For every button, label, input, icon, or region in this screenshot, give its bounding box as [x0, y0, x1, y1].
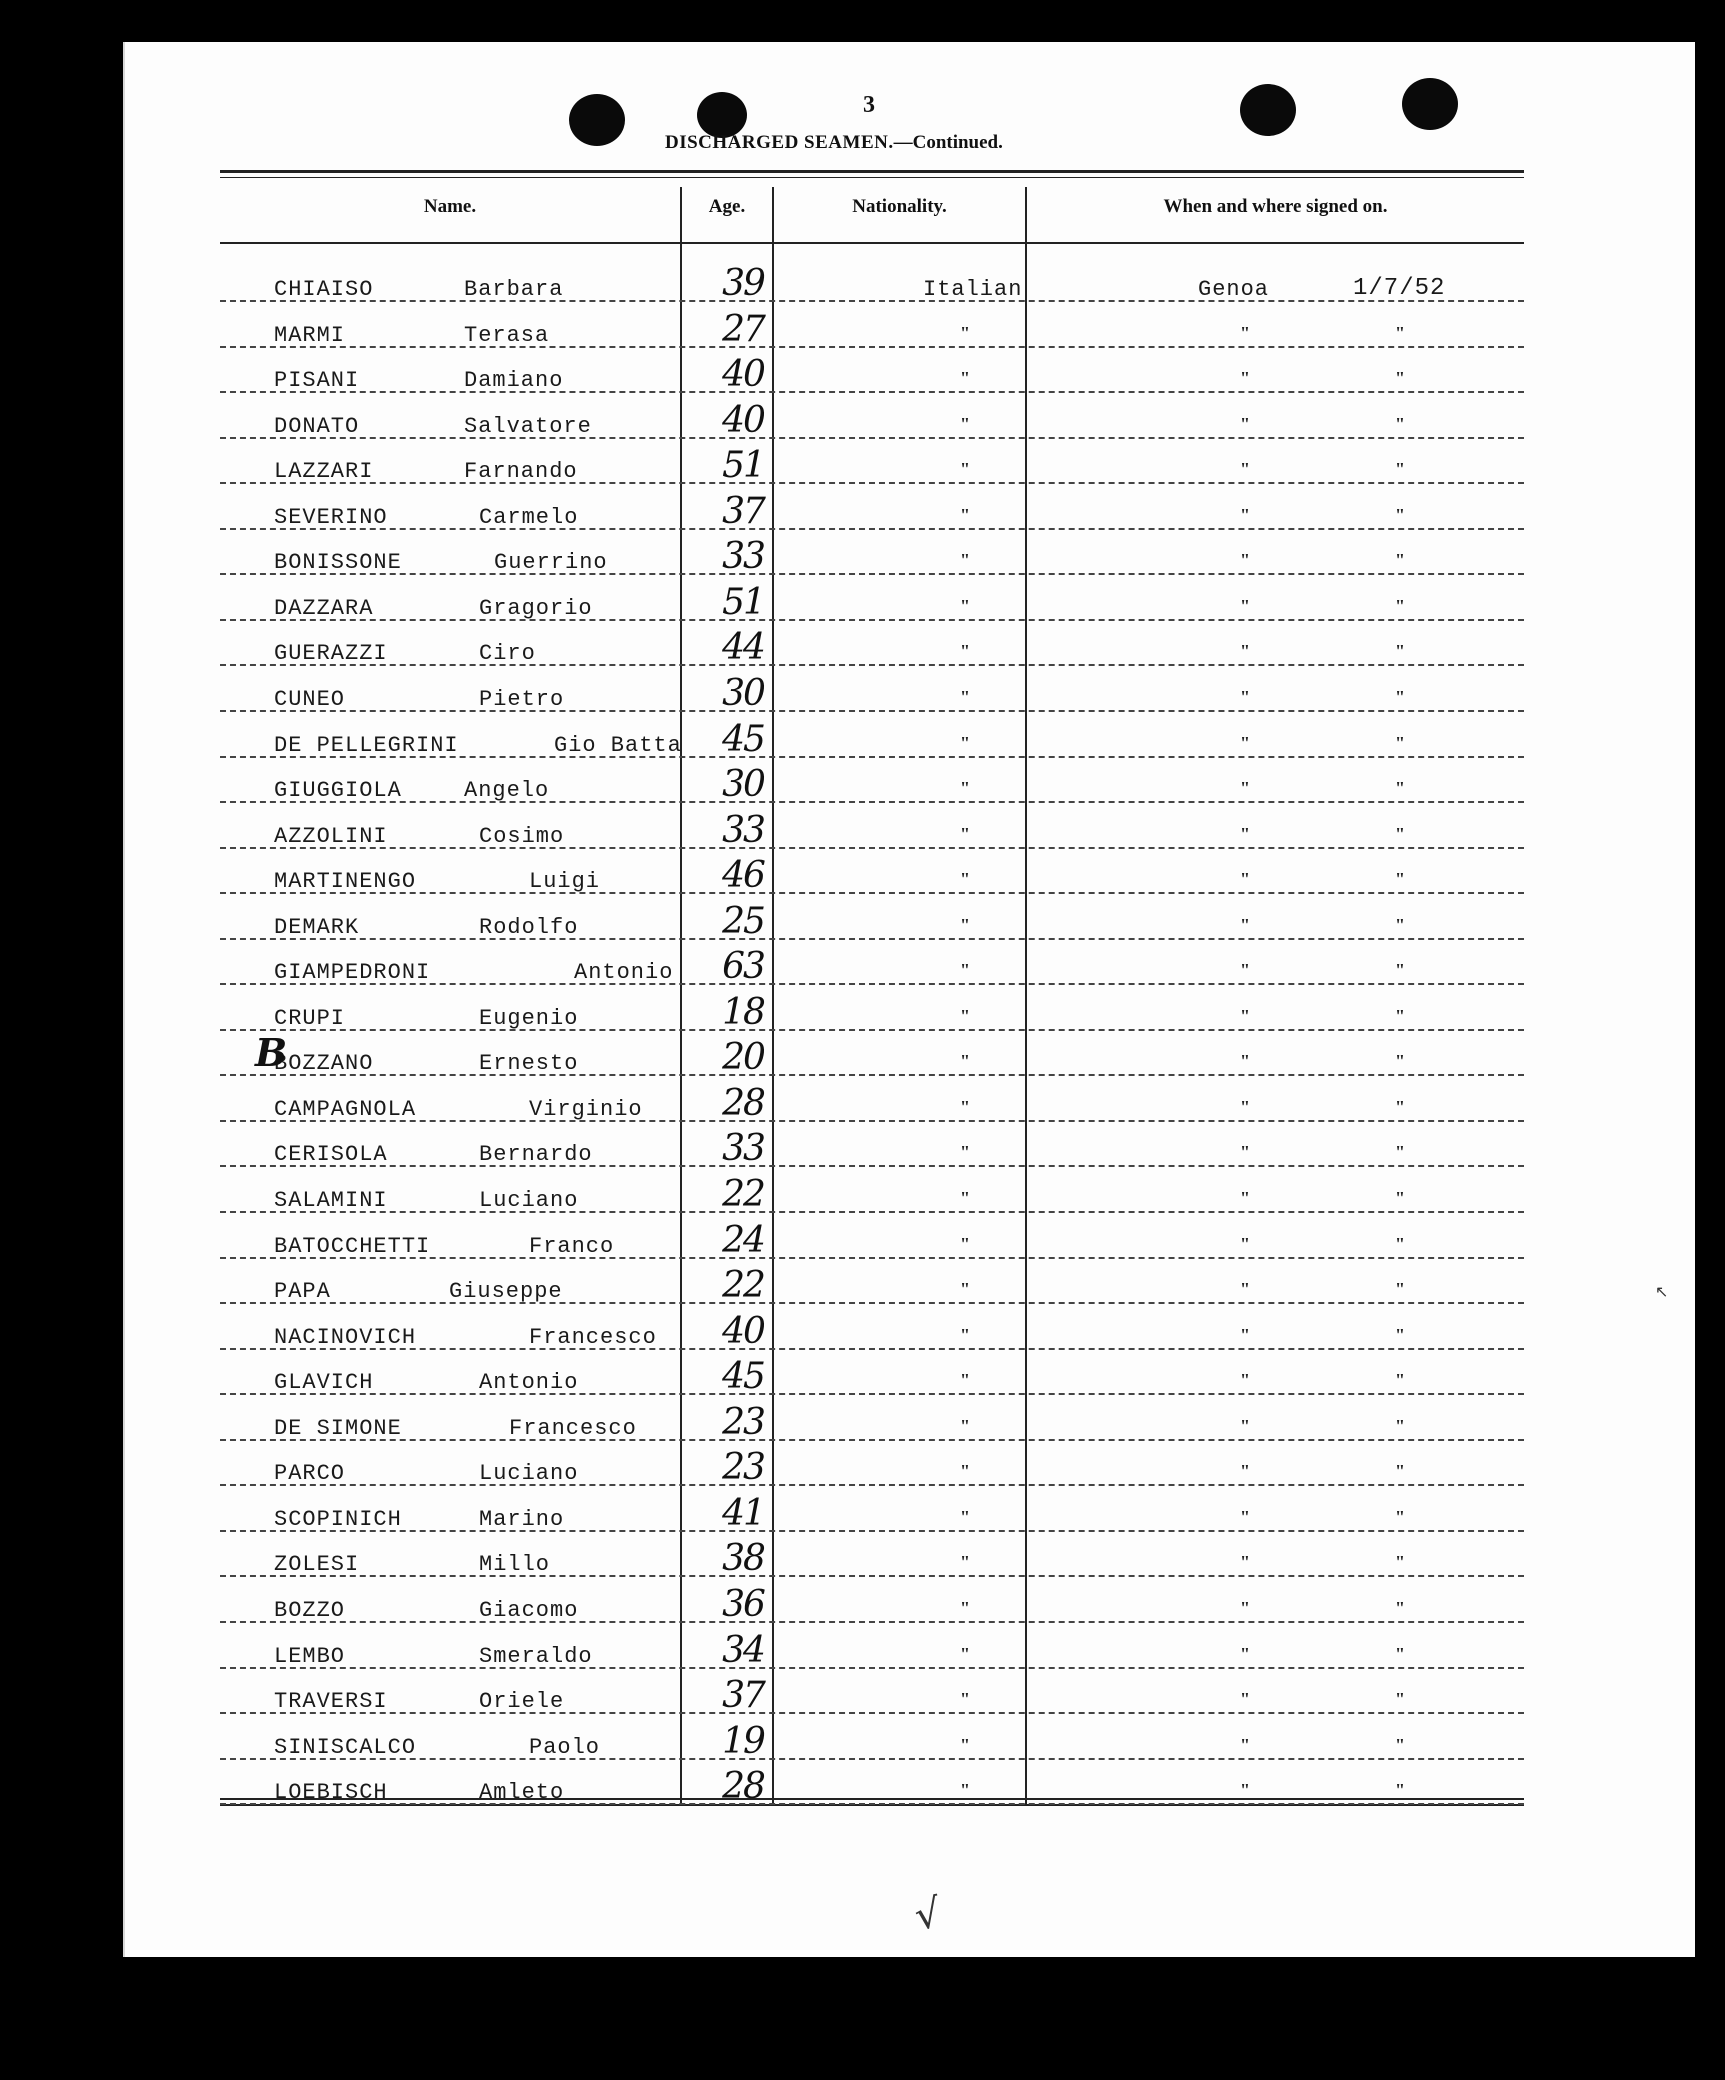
- page-title: [665, 132, 1265, 154]
- table-row: [220, 1357, 1524, 1401]
- seaman-nationality: ": [960, 914, 970, 935]
- seaman-given-name: Giuseppe: [449, 1279, 563, 1305]
- table-row: [220, 1129, 1524, 1173]
- seaman-nationality: ": [960, 1734, 970, 1755]
- seaman-nationality: ": [960, 1233, 970, 1254]
- dotted-rule: [220, 1074, 1524, 1076]
- seaman-surname: PAPA: [274, 1279, 331, 1305]
- seaman-given-name: Antonio: [479, 1370, 579, 1396]
- seaman-age: 37: [722, 490, 764, 532]
- table-row: [220, 583, 1524, 627]
- signed-on-date: ": [1395, 1324, 1405, 1345]
- seaman-given-name: Angelo: [464, 778, 550, 804]
- seaman-given-name: Giacomo: [479, 1597, 579, 1623]
- signed-on-date: ": [1395, 1780, 1405, 1801]
- signed-on-place: ": [1240, 778, 1250, 799]
- signed-on-date: ": [1395, 1096, 1405, 1117]
- margin-mark: ↖: [1655, 1282, 1669, 1301]
- signed-on-date: ": [1395, 1279, 1405, 1300]
- table-row: [220, 1403, 1524, 1447]
- dotted-rule: [220, 801, 1524, 803]
- dotted-rule: [220, 1302, 1524, 1304]
- dotted-rule: [220, 1530, 1524, 1532]
- seaman-given-name: Francesco: [509, 1415, 637, 1441]
- column-header-nationality: Nationality.: [852, 196, 947, 217]
- signed-on-place: ": [1240, 1324, 1250, 1345]
- signed-on-place: ": [1240, 1461, 1250, 1482]
- table-row: [220, 446, 1524, 490]
- check-mark: √: [911, 1890, 945, 1940]
- seaman-age: 39: [722, 263, 764, 304]
- table-row: [220, 492, 1524, 536]
- seaman-given-name: Eugenio: [479, 1005, 579, 1031]
- seaman-surname: SEVERINO: [274, 504, 388, 530]
- seaman-given-name: Amleto: [479, 1780, 565, 1806]
- table-row: [220, 355, 1524, 399]
- table-row: [220, 765, 1524, 809]
- dotted-rule: [220, 1165, 1524, 1167]
- seaman-nationality: ": [960, 778, 970, 799]
- table-row: [220, 1084, 1524, 1128]
- signed-on-place: ": [1240, 1643, 1250, 1664]
- seaman-surname: GUERAZZI: [274, 641, 388, 667]
- header-rule: [220, 170, 1524, 173]
- signed-on-place: ": [1240, 550, 1250, 571]
- signed-on-date: ": [1395, 1142, 1405, 1163]
- seaman-age: 40: [722, 354, 764, 396]
- seaman-surname: CRUPI: [274, 1005, 346, 1031]
- seaman-nationality: ": [960, 1506, 970, 1527]
- signed-on-place: ": [1240, 960, 1250, 981]
- signed-on-place: ": [1240, 1734, 1250, 1755]
- seaman-surname: CUNEO: [274, 686, 346, 712]
- seaman-age: 33: [722, 536, 764, 578]
- seaman-age: 18: [722, 991, 764, 1033]
- table-row: [220, 856, 1524, 900]
- seaman-nationality: ": [960, 459, 970, 480]
- seaman-surname: MARTINENGO: [274, 869, 417, 895]
- seaman-nationality: ": [960, 368, 970, 389]
- seaman-surname: SCOPINICH: [274, 1506, 402, 1532]
- seaman-nationality: ": [960, 1324, 970, 1345]
- seaman-surname: CHIAISO: [274, 277, 374, 302]
- seaman-nationality: ": [960, 595, 970, 616]
- dotted-rule: [220, 437, 1524, 439]
- signed-on-place: ": [1240, 1780, 1250, 1801]
- signed-on-place: ": [1240, 1552, 1250, 1573]
- seaman-age: 33: [722, 1128, 764, 1170]
- seaman-surname: PISANI: [274, 368, 360, 394]
- seaman-age: 44: [722, 627, 764, 669]
- seaman-given-name: Luigi: [529, 869, 601, 895]
- seaman-surname: DE PELLEGRINI: [274, 732, 459, 758]
- signed-on-date: ": [1395, 869, 1405, 890]
- dotted-rule: [220, 1211, 1524, 1213]
- seaman-given-name: Ernesto: [479, 1051, 579, 1077]
- dotted-rule: [220, 1393, 1524, 1395]
- dotted-rule: [220, 1803, 1524, 1805]
- table-row: [220, 1221, 1524, 1265]
- seaman-surname: DONATO: [274, 413, 360, 439]
- signed-on-place: ": [1240, 504, 1250, 525]
- signed-on-date: ": [1395, 823, 1405, 844]
- table-row: [220, 1676, 1524, 1720]
- seaman-given-name: Bernardo: [479, 1142, 593, 1168]
- dotted-rule: [220, 391, 1524, 393]
- seaman-surname: LEMBO: [274, 1643, 346, 1669]
- seaman-surname: ZOLESI: [274, 1552, 360, 1578]
- signed-on-date: ": [1395, 1597, 1405, 1618]
- seaman-given-name: Luciano: [479, 1461, 579, 1487]
- signed-on-date: ": [1395, 459, 1405, 480]
- table-row: [220, 1175, 1524, 1219]
- signed-on-date: ": [1395, 1506, 1405, 1527]
- signed-on-date: ": [1395, 686, 1405, 707]
- seaman-age: 37: [722, 1675, 764, 1717]
- signed-on-place: ": [1240, 322, 1250, 343]
- seaman-age: 40: [722, 1310, 764, 1352]
- seaman-given-name: Guerrino: [494, 550, 608, 576]
- title-main: DISCHARGED SEAMEN.: [665, 132, 894, 153]
- seaman-surname: DE SIMONE: [274, 1415, 402, 1441]
- page-number: 3: [863, 92, 875, 118]
- table-row: [220, 993, 1524, 1037]
- seaman-given-name: Pietro: [479, 686, 565, 712]
- seaman-age: 20: [722, 1037, 764, 1079]
- signed-on-place: ": [1240, 368, 1250, 389]
- seaman-nationality: ": [960, 413, 970, 434]
- table-row: [220, 902, 1524, 946]
- seaman-age: 22: [722, 1174, 764, 1215]
- seaman-given-name: Damiano: [464, 368, 564, 394]
- signed-on-date: ": [1395, 322, 1405, 343]
- seaman-surname: SINISCALCO: [274, 1734, 417, 1760]
- seaman-surname: CAMPAGNOLA: [274, 1096, 417, 1122]
- seaman-surname: BONISSONE: [274, 550, 402, 576]
- signed-on-date: ": [1395, 1552, 1405, 1573]
- title-continued: —Continued.: [893, 132, 1003, 153]
- header-rule: [220, 177, 1524, 178]
- seaman-age: 36: [722, 1583, 764, 1625]
- seaman-age: 34: [722, 1629, 764, 1671]
- seaman-age: 51: [722, 445, 764, 487]
- signed-on-date: ": [1395, 504, 1405, 525]
- seaman-given-name: Franco: [529, 1233, 615, 1259]
- signed-on-date: ": [1395, 641, 1405, 662]
- signed-on-place: ": [1240, 732, 1250, 753]
- table-row: [220, 1539, 1524, 1583]
- signed-on-date: ": [1395, 1005, 1405, 1026]
- dotted-rule: [220, 346, 1524, 348]
- seaman-age: 23: [722, 1447, 764, 1489]
- signed-on-place: ": [1240, 1005, 1250, 1026]
- dotted-rule: [220, 528, 1524, 530]
- seaman-given-name: Farnando: [464, 459, 578, 485]
- seaman-given-name: Paolo: [529, 1734, 601, 1760]
- signed-on-date: ": [1395, 960, 1405, 981]
- seaman-age: 46: [722, 855, 764, 897]
- seaman-age: 25: [722, 900, 764, 942]
- table-row: [220, 1312, 1524, 1356]
- seaman-given-name: Carmelo: [479, 504, 579, 530]
- signed-on-date: ": [1395, 1461, 1405, 1482]
- punch-hole: [1240, 84, 1296, 136]
- seaman-age: 28: [722, 1766, 764, 1808]
- seaman-nationality: ": [960, 1552, 970, 1573]
- table-row: [220, 1494, 1524, 1538]
- dotted-rule: [220, 619, 1524, 621]
- seaman-given-name: Antonio: [574, 960, 674, 986]
- signed-on-date: ": [1395, 595, 1405, 616]
- seaman-nationality: ": [960, 1188, 970, 1208]
- seaman-surname: AZZOLINI: [274, 823, 388, 849]
- seaman-given-name: Gio Batta: [554, 732, 682, 758]
- seaman-nationality: ": [960, 686, 970, 707]
- seaman-nationality: ": [960, 1597, 970, 1618]
- seaman-surname: GIAMPEDRONI: [274, 960, 431, 986]
- seaman-given-name: Millo: [479, 1552, 551, 1578]
- seaman-surname: LOEBISCH: [274, 1780, 388, 1806]
- seaman-surname: BOZZANO: [274, 1051, 374, 1077]
- seaman-given-name: Marino: [479, 1506, 565, 1532]
- signed-on-date: ": [1395, 413, 1405, 434]
- signed-on-place: ": [1240, 1051, 1250, 1072]
- seaman-age: 27: [722, 308, 764, 350]
- seaman-age: 40: [722, 399, 764, 441]
- seaman-age: 30: [722, 672, 764, 714]
- seaman-nationality: ": [960, 869, 970, 890]
- signed-on-place: ": [1240, 686, 1250, 707]
- signed-on-place: Genoa: [1198, 277, 1270, 302]
- seaman-surname: CERISOLA: [274, 1142, 388, 1168]
- table-row: [220, 1585, 1524, 1629]
- dotted-rule: [220, 938, 1524, 940]
- seaman-age: 19: [722, 1720, 764, 1762]
- dotted-rule: [220, 1712, 1524, 1714]
- document-page: [123, 42, 1695, 1957]
- table-row: [220, 264, 1524, 308]
- seaman-nationality: ": [960, 823, 970, 844]
- signed-on-place: ": [1240, 1370, 1250, 1391]
- table-row: [220, 401, 1524, 445]
- margin-initial: B: [255, 1030, 288, 1075]
- seaman-surname: SALAMINI: [274, 1188, 388, 1213]
- signed-on-place: ": [1240, 1597, 1250, 1618]
- seaman-age: 33: [722, 809, 764, 851]
- table-row: [220, 1722, 1524, 1766]
- seaman-surname: NACINOVICH: [274, 1324, 417, 1350]
- seaman-surname: BATOCCHETTI: [274, 1233, 431, 1259]
- seaman-nationality: ": [960, 641, 970, 662]
- table-row: [220, 1767, 1524, 1811]
- seaman-given-name: Rodolfo: [479, 914, 579, 940]
- table-row: [220, 537, 1524, 581]
- signed-on-place: ": [1240, 869, 1250, 890]
- signed-on-date: ": [1395, 1689, 1405, 1710]
- table-row: [220, 720, 1524, 764]
- dotted-rule: [220, 1667, 1524, 1669]
- table-row: [220, 1448, 1524, 1492]
- signed-on-place: ": [1240, 1142, 1250, 1163]
- seaman-surname: MARMI: [274, 322, 346, 348]
- seaman-nationality: Italian: [923, 277, 1023, 302]
- dotted-rule: [220, 300, 1524, 302]
- signed-on-date: ": [1395, 1188, 1405, 1208]
- seaman-nationality: ": [960, 1279, 970, 1300]
- seaman-given-name: Barbara: [464, 277, 564, 302]
- seaman-nationality: ": [960, 1096, 970, 1117]
- seaman-nationality: ": [960, 1643, 970, 1664]
- table-row: [220, 1631, 1524, 1675]
- seaman-age: 22: [722, 1265, 764, 1307]
- signed-on-date: ": [1395, 1233, 1405, 1254]
- seaman-age: 41: [722, 1492, 764, 1534]
- column-header-rule: [220, 242, 1524, 244]
- signed-on-place: ": [1240, 595, 1250, 616]
- signed-on-date: ": [1395, 550, 1405, 571]
- table-row: [220, 628, 1524, 672]
- seaman-age: 28: [722, 1082, 764, 1124]
- seaman-nationality: ": [960, 504, 970, 525]
- dotted-rule: [220, 573, 1524, 575]
- seaman-nationality: ": [960, 1415, 970, 1436]
- seaman-nationality: ": [960, 1005, 970, 1026]
- seaman-nationality: ": [960, 322, 970, 343]
- seaman-surname: GIUGGIOLA: [274, 778, 402, 804]
- seaman-given-name: Francesco: [529, 1324, 657, 1350]
- table-row: [220, 674, 1524, 718]
- signed-on-date: ": [1395, 1051, 1405, 1072]
- signed-on-place: ": [1240, 1689, 1250, 1710]
- seaman-age: 63: [722, 946, 764, 988]
- signed-on-place: ": [1240, 1188, 1250, 1208]
- seaman-age: 30: [722, 764, 764, 806]
- table-row: [220, 947, 1524, 991]
- seaman-age: 24: [722, 1219, 764, 1261]
- table-row: [220, 1038, 1524, 1082]
- seaman-surname: PARCO: [274, 1461, 346, 1487]
- seaman-nationality: ": [960, 732, 970, 753]
- seaman-age: 45: [722, 718, 764, 760]
- dotted-rule: [220, 847, 1524, 849]
- signed-on-place: ": [1240, 459, 1250, 480]
- signed-on-place: ": [1240, 641, 1250, 662]
- signed-on-date: 1/7/52: [1353, 275, 1446, 302]
- seaman-nationality: ": [960, 1689, 970, 1710]
- signed-on-place: ": [1240, 413, 1250, 434]
- signed-on-place: ": [1240, 1279, 1250, 1300]
- seaman-nationality: ": [960, 960, 970, 981]
- seaman-surname: GLAVICH: [274, 1370, 374, 1396]
- seaman-nationality: ": [960, 1370, 970, 1391]
- punch-hole: [569, 94, 625, 146]
- seaman-nationality: ": [960, 1051, 970, 1072]
- signed-on-place: ": [1240, 823, 1250, 844]
- table-row: [220, 310, 1524, 354]
- signed-on-place: ": [1240, 1415, 1250, 1436]
- seaman-given-name: Cosimo: [479, 823, 565, 849]
- column-header-signed-on: When and where signed on.: [1163, 196, 1388, 217]
- signed-on-date: ": [1395, 778, 1405, 799]
- seaman-given-name: Ciro: [479, 641, 536, 667]
- signed-on-date: ": [1395, 1370, 1405, 1391]
- seaman-given-name: Gragorio: [479, 595, 593, 621]
- signed-on-place: ": [1240, 1096, 1250, 1117]
- seaman-given-name: Smeraldo: [479, 1643, 593, 1669]
- dotted-rule: [220, 1029, 1524, 1031]
- column-header-name: Name.: [423, 196, 477, 217]
- seaman-age: 23: [722, 1401, 764, 1443]
- seaman-nationality: ": [960, 1142, 970, 1163]
- table-row: [220, 811, 1524, 855]
- column-header-age: Age.: [708, 196, 746, 217]
- punch-hole: [1402, 78, 1458, 130]
- seaman-given-name: Terasa: [464, 322, 550, 348]
- dotted-rule: [220, 1439, 1524, 1441]
- dotted-rule: [220, 710, 1524, 712]
- signed-on-date: ": [1395, 732, 1405, 753]
- signed-on-date: ": [1395, 1643, 1405, 1664]
- seaman-age: 45: [722, 1356, 764, 1398]
- dotted-rule: [220, 1621, 1524, 1623]
- seaman-surname: DEMARK: [274, 914, 360, 940]
- signed-on-place: ": [1240, 914, 1250, 935]
- signed-on-date: ": [1395, 368, 1405, 389]
- signed-on-date: ": [1395, 914, 1405, 935]
- seaman-nationality: ": [960, 1461, 970, 1482]
- seaman-nationality: ": [960, 550, 970, 571]
- seaman-age: 51: [722, 581, 764, 623]
- seaman-given-name: Salvatore: [464, 413, 592, 439]
- seaman-given-name: Virginio: [529, 1096, 643, 1122]
- seaman-given-name: Oriele: [479, 1689, 565, 1715]
- seaman-surname: BOZZO: [274, 1597, 346, 1623]
- seaman-surname: TRAVERSI: [274, 1689, 388, 1715]
- signed-on-date: ": [1395, 1415, 1405, 1436]
- seaman-nationality: ": [960, 1780, 970, 1801]
- dotted-rule: [220, 1575, 1524, 1577]
- dotted-rule: [220, 482, 1524, 484]
- seaman-given-name: Luciano: [479, 1188, 579, 1213]
- dotted-rule: [220, 664, 1524, 666]
- dotted-rule: [220, 1484, 1524, 1486]
- signed-on-date: ": [1395, 1734, 1405, 1755]
- signed-on-place: ": [1240, 1506, 1250, 1527]
- table-row: [220, 1266, 1524, 1310]
- seaman-age: 38: [722, 1538, 764, 1580]
- signed-on-place: ": [1240, 1233, 1250, 1254]
- seaman-surname: DAZZARA: [274, 595, 374, 621]
- seaman-surname: LAZZARI: [274, 459, 374, 485]
